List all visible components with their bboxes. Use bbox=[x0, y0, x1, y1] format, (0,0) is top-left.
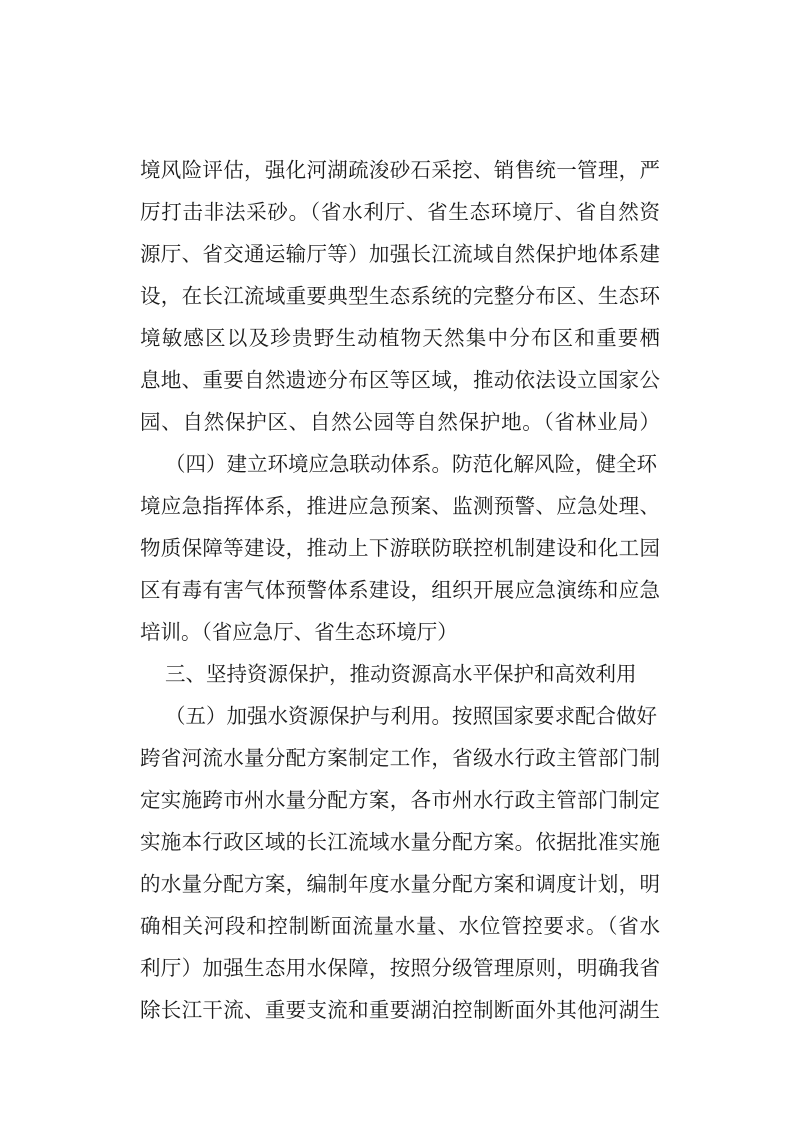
paragraph-line: 息地、重要自然遗迹分布区等区域，推动依法设立国家公 bbox=[140, 368, 660, 392]
paragraph-line: 厉打击非法采砂。（省水利厅、省生态环境厅、省自然资 bbox=[140, 200, 660, 224]
paragraph-line: 境应急指挥体系，推进应急预案、监测预警、应急处理、 bbox=[140, 494, 660, 518]
section-four-heading-line: （四）建立环境应急联动体系。防范化解风险，健全环 bbox=[165, 452, 657, 476]
section-five-heading-line: （五）加强水资源保护与利用。按照国家要求配合做好 bbox=[165, 704, 657, 728]
paragraph-line: 设，在长江流域重要典型生态系统的完整分布区、生态环 bbox=[140, 284, 660, 308]
paragraph-line: 利厅）加强生态用水保障，按照分级管理原则，明确我省 bbox=[140, 956, 660, 980]
paragraph-line: 定实施跨市州水量分配方案，各市州水行政主管部门制定 bbox=[140, 788, 660, 812]
paragraph-line: 境风险评估，强化河湖疏浚砂石采挖、销售统一管理，严 bbox=[140, 158, 660, 182]
paragraph-line: 园、自然保护区、自然公园等自然保护地。（省林业局） bbox=[140, 410, 660, 434]
paragraph-line: 跨省河流水量分配方案制定工作，省级水行政主管部门制 bbox=[140, 746, 660, 770]
paragraph-line: 实施本行政区域的长江流域水量分配方案。依据批准实施 bbox=[140, 830, 660, 854]
paragraph-line: 的水量分配方案，编制年度水量分配方案和调度计划，明 bbox=[140, 872, 660, 896]
paragraph-line: 区有毒有害气体预警体系建设，组织开展应急演练和应急 bbox=[140, 578, 660, 602]
paragraph-line: 源厅、省交通运输厅等）加强长江流域自然保护地体系建 bbox=[140, 242, 660, 266]
paragraph-line: 除长江干流、重要支流和重要湖泊控制断面外其他河湖生 bbox=[140, 998, 660, 1022]
paragraph-line: 境敏感区以及珍贵野生动植物天然集中分布区和重要栖 bbox=[140, 326, 660, 350]
section-three-heading: 三、坚持资源保护，推动资源高水平保护和高效利用 bbox=[165, 662, 637, 686]
paragraph-line: 培训。（省应急厅、省生态环境厅） bbox=[140, 620, 458, 644]
paragraph-line: 确相关河段和控制断面流量水量、水位管控要求。（省水 bbox=[140, 914, 660, 938]
paragraph-line: 物质保障等建设，推动上下游联防联控机制建设和化工园 bbox=[140, 536, 660, 560]
